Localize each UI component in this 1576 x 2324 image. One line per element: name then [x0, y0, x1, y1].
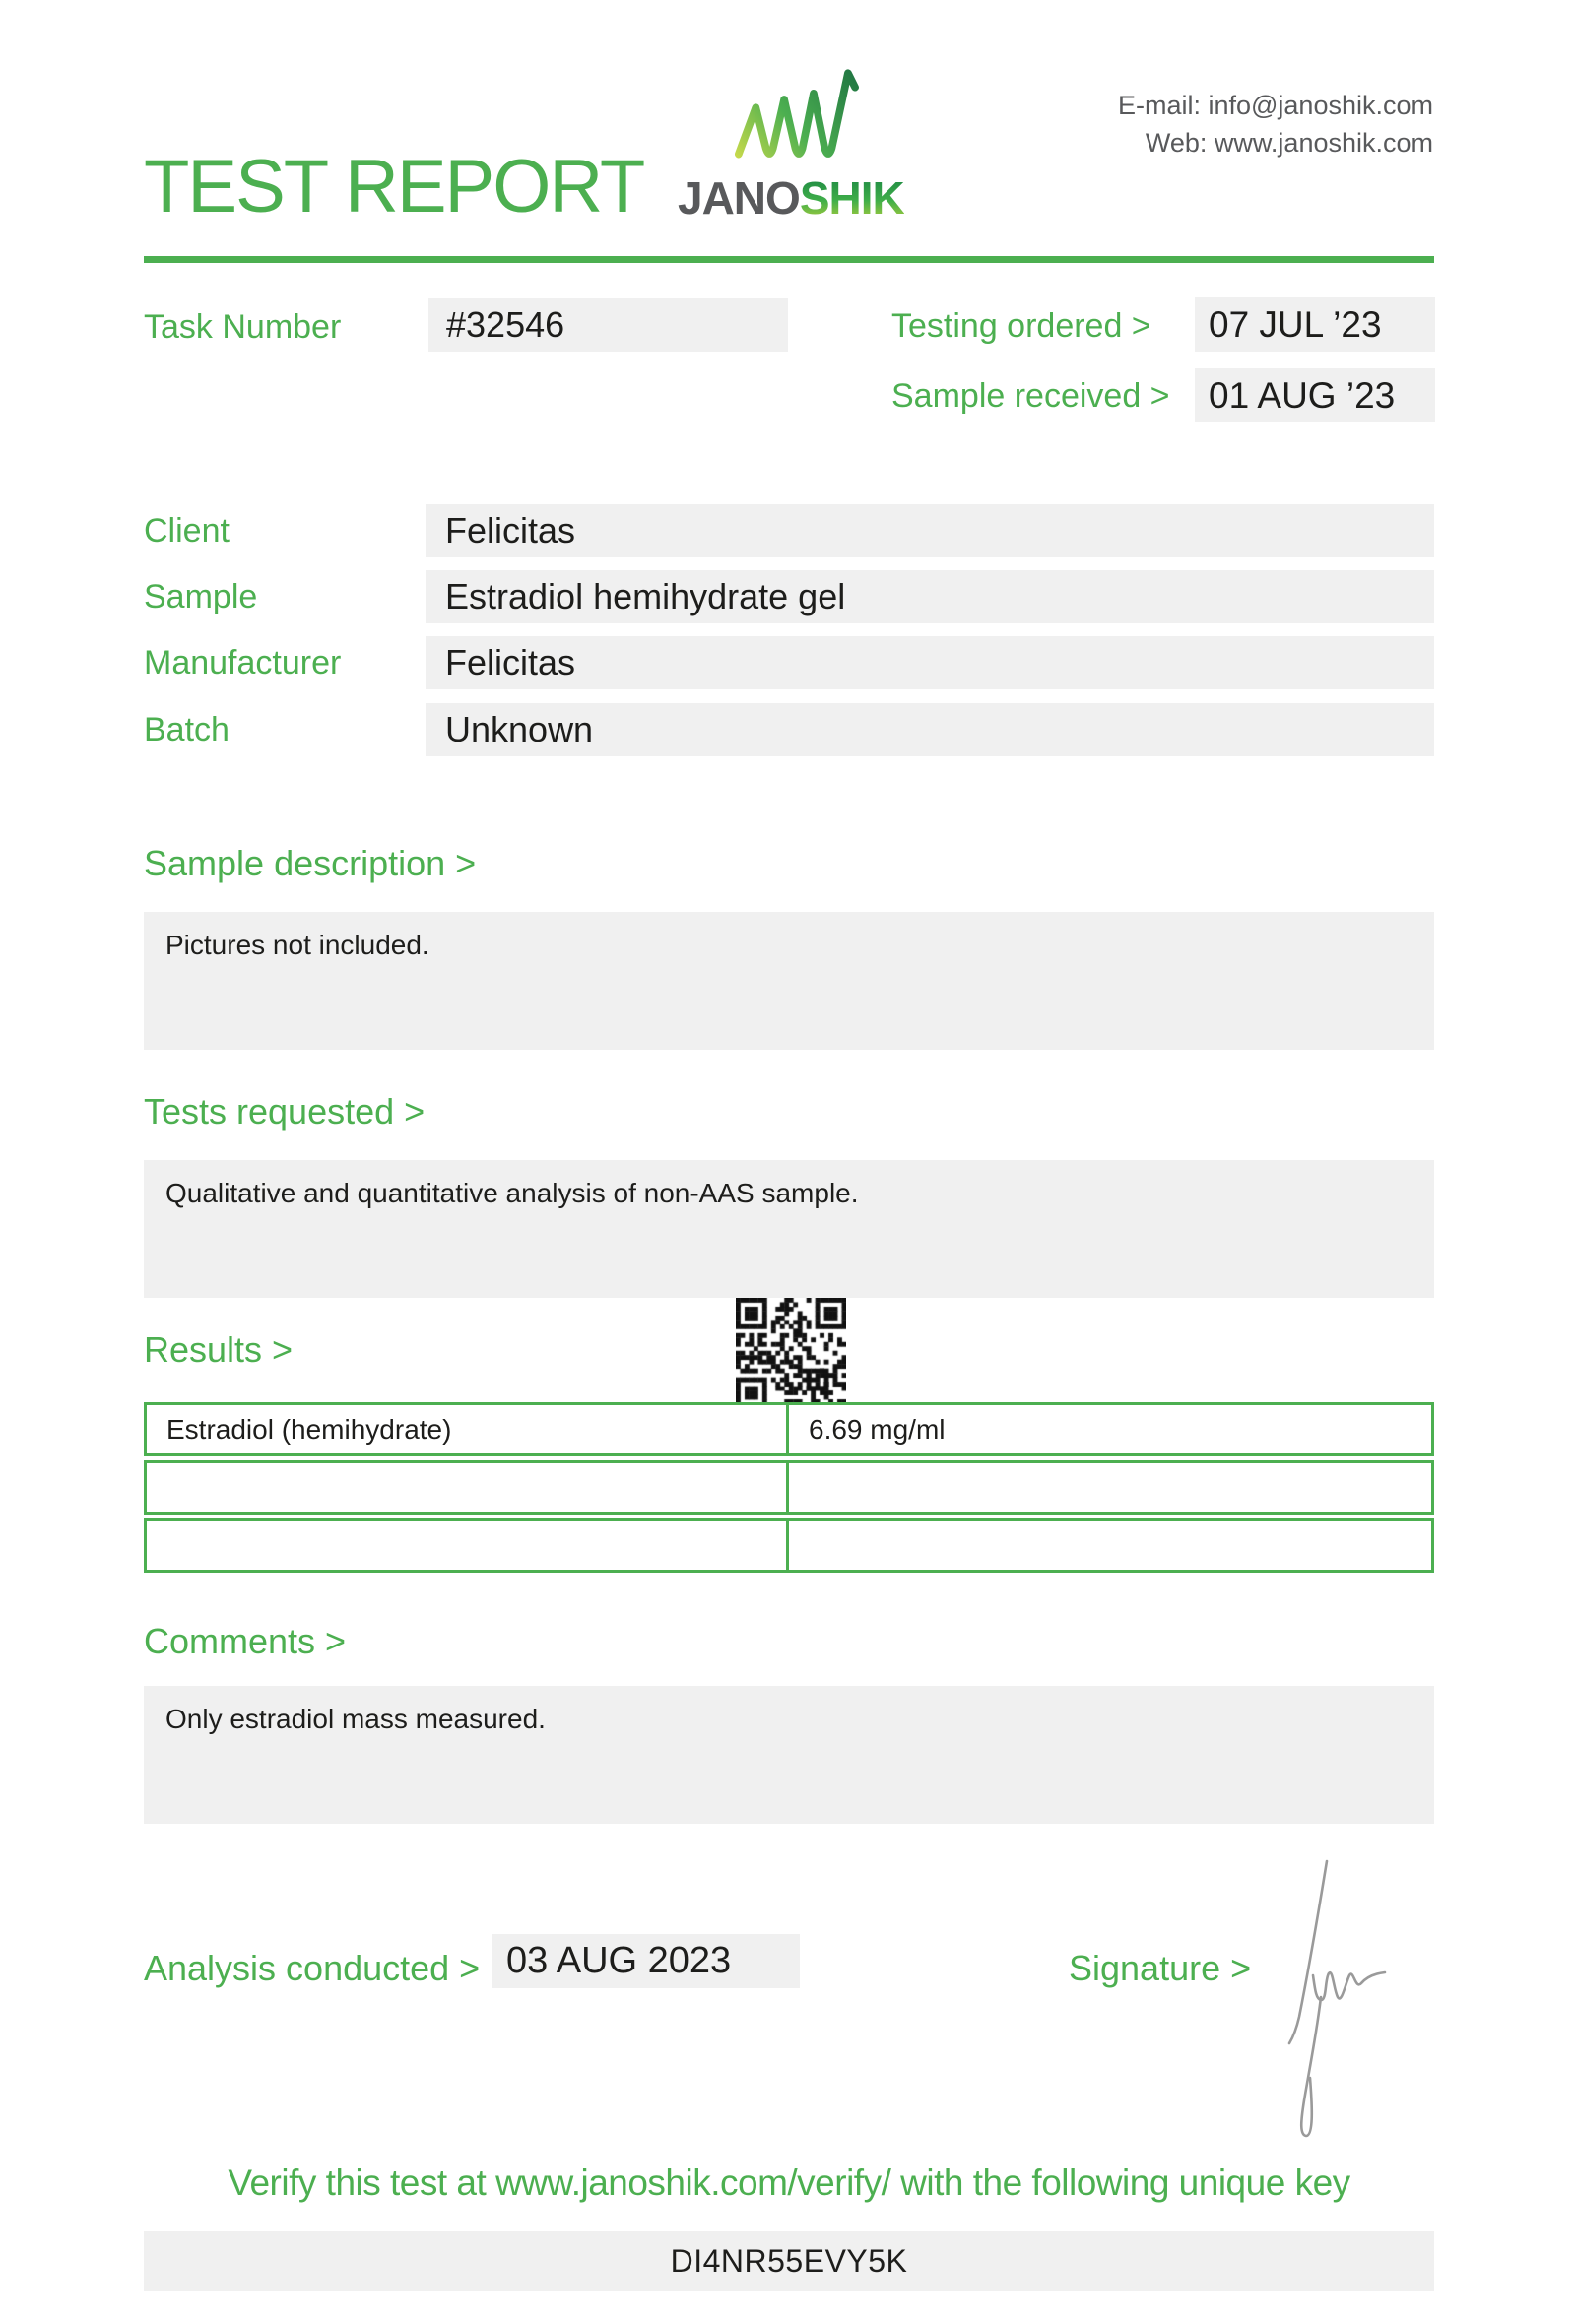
results-heading: Results > — [144, 1329, 294, 1370]
comments-box — [144, 1686, 1434, 1824]
table-row — [144, 1402, 1434, 1456]
analysis-conducted-value: 03 AUG 2023 — [492, 1934, 800, 1988]
logo-wordmark — [678, 172, 904, 224]
batch-value: Unknown — [426, 703, 1434, 756]
analysis-conducted-label: Analysis conducted > — [144, 1948, 481, 1988]
result-value-cell — [789, 1521, 1431, 1570]
client-value: Felicitas — [426, 504, 1434, 557]
contact-email: E-mail: info@janoshik.com — [1117, 91, 1433, 120]
qr-code — [736, 1298, 846, 1408]
signature-image — [1266, 1849, 1463, 2141]
manufacturer-label: Manufacturer — [144, 644, 342, 681]
result-substance-cell — [147, 1463, 789, 1512]
page-title: TEST REPORT — [144, 145, 644, 228]
result-value-cell — [789, 1463, 1431, 1512]
comments-text: Only estradiol mass measured. — [165, 1704, 546, 1734]
testing-ordered-value: 07 JUL ’23 — [1195, 297, 1435, 352]
sample-received-value: 01 AUG ’23 — [1195, 368, 1435, 422]
sample-label: Sample — [144, 578, 258, 615]
verify-key: DI4NR55EVY5K — [144, 2231, 1434, 2291]
sample-description-heading: Sample description > — [144, 843, 477, 883]
tests-requested-heading: Tests requested > — [144, 1091, 426, 1131]
result-substance-cell: Estradiol (hemihydrate) — [147, 1405, 789, 1453]
manufacturer-value: Felicitas — [426, 636, 1434, 689]
logo-part-gray: JANO — [678, 172, 800, 224]
sample-received-label: Sample received > — [891, 377, 1170, 415]
verify-instruction: Verify this test at www.janoshik.com/verify/ with the following unique key — [228, 2163, 1350, 2203]
tests-requested-box — [144, 1160, 1434, 1298]
header-divider — [144, 256, 1434, 263]
client-label: Client — [144, 512, 230, 549]
contact-block — [1118, 87, 1433, 161]
contact-web: Web: www.janoshik.com — [1145, 128, 1433, 158]
logo-part-green: SHIK — [799, 172, 904, 224]
task-number-label: Task Number — [144, 308, 342, 346]
tests-requested-text: Qualitative and quantitative analysis of non-AAS sample. — [165, 1178, 859, 1208]
result-value-cell: 6.69 mg/ml — [809, 1413, 946, 1445]
comments-heading: Comments > — [144, 1621, 347, 1661]
bar-chart-logo-icon — [734, 63, 862, 169]
testing-ordered-label: Testing ordered > — [891, 307, 1151, 345]
table-row — [144, 1460, 1434, 1515]
signature-label: Signature > — [1069, 1948, 1252, 1988]
task-number-value: #32546 — [428, 298, 788, 352]
table-row — [144, 1518, 1434, 1573]
sample-value: Estradiol hemihydrate gel — [426, 570, 1434, 623]
sample-description-box — [144, 912, 1434, 1050]
batch-label: Batch — [144, 711, 230, 748]
results-table — [144, 1402, 1434, 1577]
result-substance-cell — [147, 1521, 789, 1570]
sample-description-text: Pictures not included. — [165, 930, 429, 960]
